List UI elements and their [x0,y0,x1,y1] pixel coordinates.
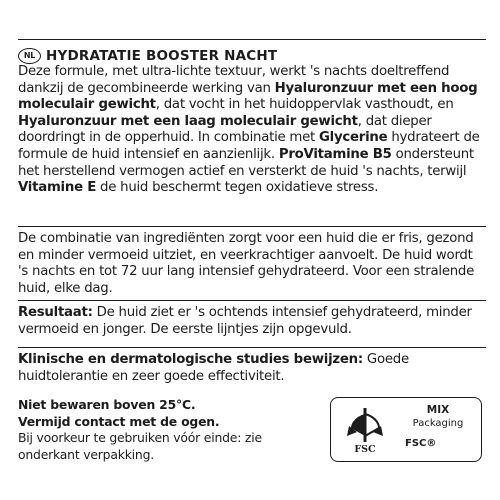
studies-text: Goede huidtolerantie en zeer goede effectiviteit. [18,352,409,384]
eye-contact-warning: Vermijd contact met de ogen. [18,413,220,429]
text-segment: ondersteunt het herstellend vermogen actief en versterkt de huid 's nachts, terwijl [18,146,474,179]
mix-text: MIX [426,404,450,416]
divider [18,300,486,301]
benefits-paragraph [18,231,486,297]
text-segment: hydrateert de formule de huid intensief en aanzienlijk. [18,130,480,162]
divider [18,347,486,348]
ingredient-name: Hyaluronzuur met een hoog moleculair gewicht [18,80,478,113]
divider [18,226,486,227]
result-paragraph [18,305,486,338]
language-badge: NL [18,48,41,64]
fsc-certification-box [330,397,482,462]
text-segment: Deze formule, met ultra-lichte textuur, werkt 's nachts doeltreffend dankzij de gecombineerde werking van [18,64,450,96]
fsc-brand: FSC® [405,438,437,449]
benefits-text: De combinatie van ingrediënten zorgt voor een huid die er fris, gezond en minder vermoeid uitziet, en veerkrachtiger aanvoelt. De huid wordt 's nachts en tot 72 uur lang intensief gehydrateerd. Voor een stralende huid, elke dag. [18,231,475,296]
text-segment: , dat vocht in het huidoppervlak vasthoudt, en [155,97,454,113]
text-segment: de huid beschermt tegen oxidatieve stress. [96,180,379,196]
description-paragraph [18,64,486,197]
storage-warning: Niet bewaren boven 25°C. [18,397,196,412]
ingredient-name: Vitamine E [18,180,97,196]
product-title: HYDRATATIE BOOSTER NACHT [46,48,278,64]
ingredient-name: Hyaluronzuur met een laag moleculair gewicht [18,113,358,129]
packaging-text: Packaging [412,418,464,429]
result-text: De huid ziet er 's ochtends intensief gehydrateerd, minder vermoeid en jonger. De eerste lijntjes zijn opgevuld. [18,305,472,337]
ingredient-name: ProVitamine B5 [278,146,392,162]
result-label: Resultaat: [18,305,93,320]
fsc-tree-icon [343,406,387,454]
best-before-note: Bij voorkeur te gebruiken vóór einde: zie onderkant verpakking. [18,430,262,462]
studies-paragraph [18,352,486,385]
text-segment: , dat dieper doordringt in de opperhuid. In combinatie met [18,113,432,146]
divider-top [18,39,486,40]
section-header [18,48,277,64]
fsc-mix-label [403,404,473,430]
storage-warnings [18,397,268,463]
ingredient-name: Glycerine [319,130,388,146]
fsc-logo-text: FSC [354,444,376,454]
studies-label: Klinische en dermatologische studies bewijzen: [18,352,363,367]
